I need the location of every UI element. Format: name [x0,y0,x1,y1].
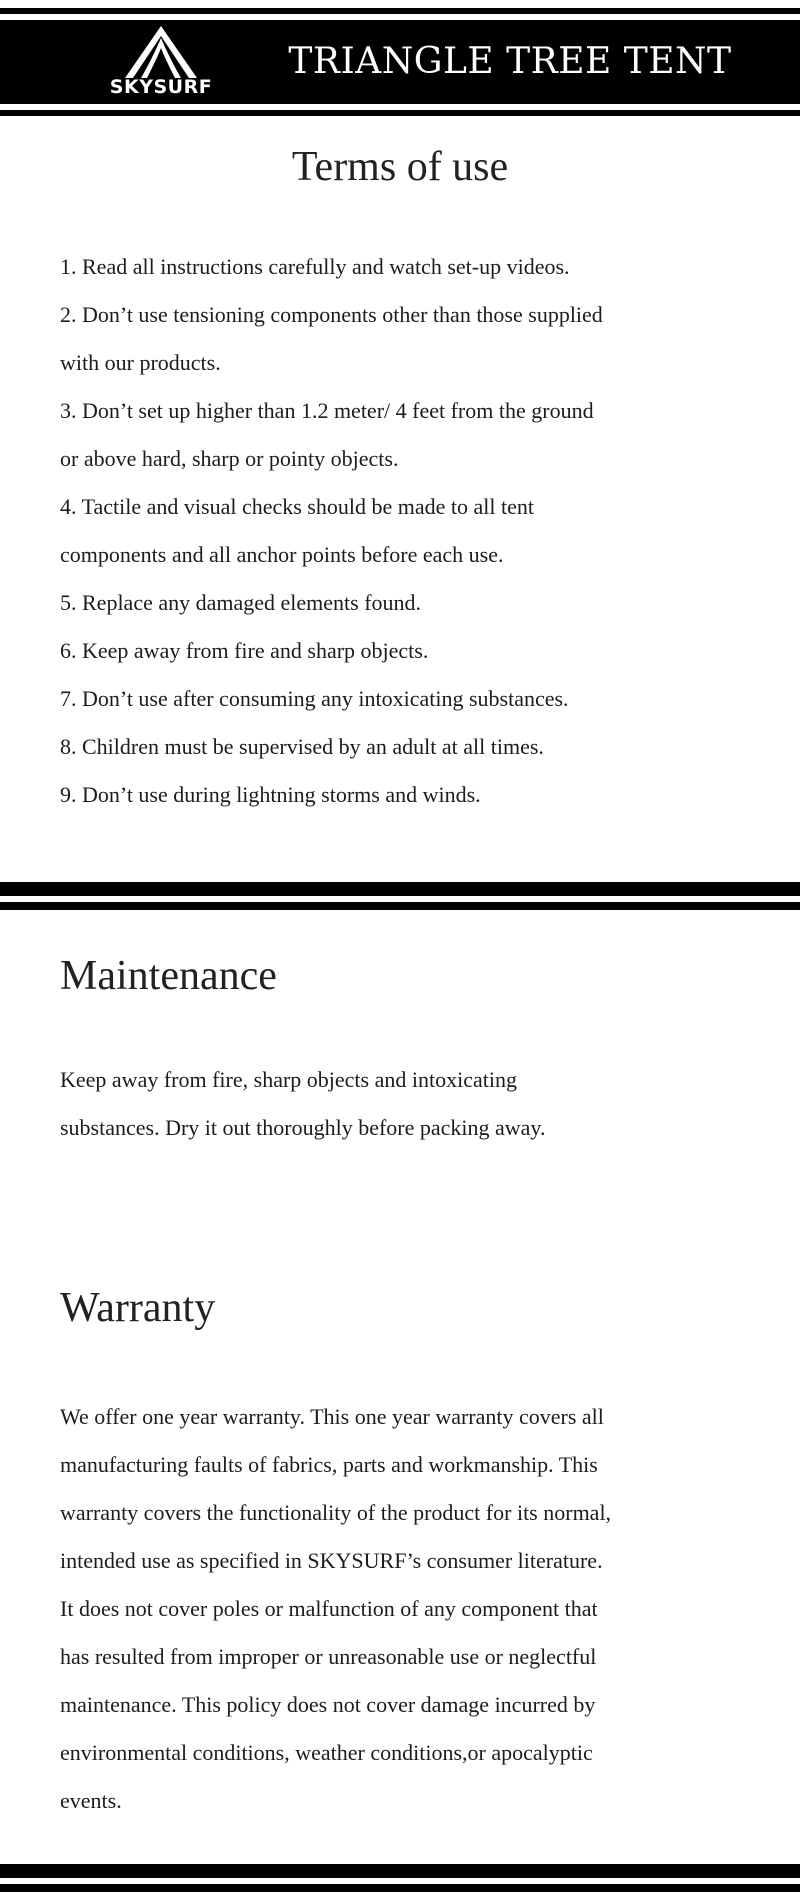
terms-line: components and all anchor points before each use. [60,542,504,567]
warranty-line: It does not cover poles or malfunction of any component that [60,1596,598,1621]
section-divider-top [0,882,800,896]
terms-line: 6. Keep away from fire and sharp objects. [60,638,429,663]
maintenance-text [60,1056,780,1152]
brand-name: SKYSURF [109,76,213,98]
header-top-stripe [0,8,800,14]
terms-line: 4. Tactile and visual checks should be made to all tent [60,494,534,519]
footer-divider-top [0,1864,800,1878]
warranty-line: manufacturing faults of fabrics, parts and workmanship. This [60,1452,598,1477]
terms-line: 5. Replace any damaged elements found. [60,590,422,615]
header-bottom-stripe [0,110,800,116]
header-banner [0,20,800,104]
section-divider-bottom [0,902,800,910]
warranty-line: events. [60,1788,122,1813]
terms-line: 9. Don’t use during lightning storms and winds. [60,782,481,807]
page-title: TRIANGLE TREE TENT [288,41,732,82]
warranty-line: warranty covers the functionality of the product for its normal, [60,1500,612,1525]
maintenance-line: Keep away from fire, sharp objects and intoxicating [60,1067,517,1092]
maintenance-heading: Maintenance [60,953,277,999]
tent-logo-icon [122,24,200,80]
terms-heading: Terms of use [291,144,509,190]
terms-line: or above hard, sharp or pointy objects. [60,446,399,471]
warranty-line: has resulted from improper or unreasonable use or neglectful [60,1644,597,1669]
warranty-text [60,1393,780,1825]
warranty-line: We offer one year warranty. This one year warranty covers all [60,1404,604,1429]
skysurf-logo [96,20,226,104]
warranty-line: maintenance. This policy does not cover damage incurred by [60,1692,596,1717]
terms-line: with our products. [60,350,221,375]
warranty-line: intended use as specified in SKYSURF’s consumer literature. [60,1548,603,1573]
footer-divider-bottom [0,1884,800,1892]
terms-line: 1. Read all instructions carefully and watch set-up videos. [60,254,570,279]
terms-line: 8. Children must be supervised by an adult at all times. [60,734,544,759]
terms-line: 7. Don’t use after consuming any intoxicating substances. [60,686,569,711]
terms-line: 2. Don’t use tensioning components other than those supplied [60,302,603,327]
maintenance-line: substances. Dry it out thoroughly before packing away. [60,1115,546,1140]
warranty-line: environmental conditions, weather conditions,or apocalyptic [60,1740,593,1765]
terms-list [60,243,780,819]
warranty-heading: Warranty [60,1285,216,1331]
terms-line: 3. Don’t set up higher than 1.2 meter/ 4 feet from the ground [60,398,594,423]
